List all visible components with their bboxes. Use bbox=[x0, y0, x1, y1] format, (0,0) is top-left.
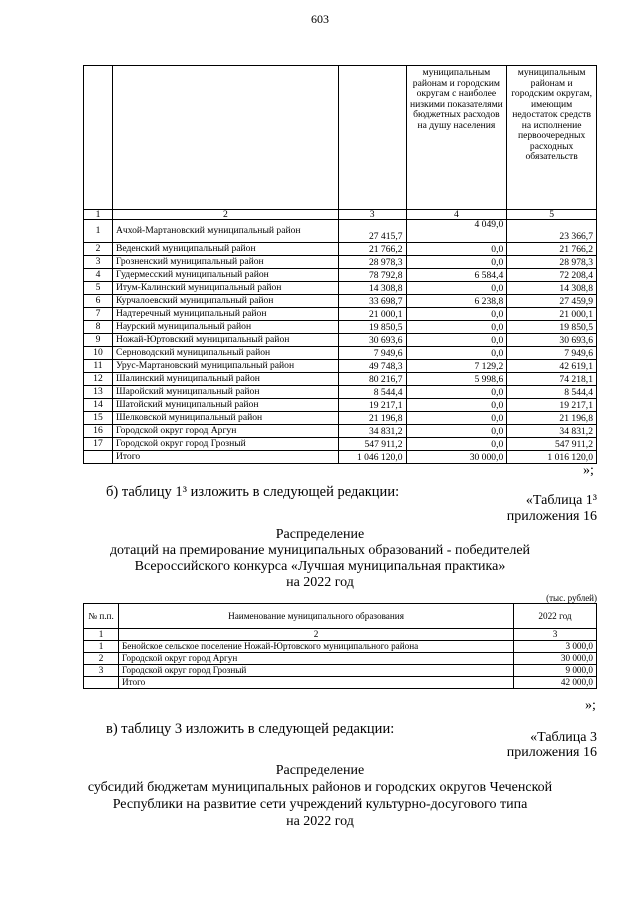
row-col5: 21 000,1 bbox=[507, 308, 597, 321]
row-col5: 34 831,2 bbox=[507, 425, 597, 438]
row-name: Шатойский муниципальный район bbox=[112, 399, 338, 412]
grants-header-name: Наименование муниципального образования bbox=[119, 604, 514, 629]
grants-row-number: 3 bbox=[84, 665, 119, 677]
row-col4: 0,0 bbox=[406, 438, 507, 451]
grants-header-row bbox=[84, 604, 597, 629]
row-number: 11 bbox=[84, 360, 113, 373]
row-col4: 4 049,0 bbox=[406, 220, 507, 243]
row-col5: 28 978,3 bbox=[507, 256, 597, 269]
row-name: Ачхой-Мартановский муниципальный район bbox=[112, 220, 338, 243]
row-col3: 19 217,1 bbox=[338, 399, 406, 412]
row-name: Надтеречный муниципальный район bbox=[112, 308, 338, 321]
row-col5: 8 544,4 bbox=[507, 386, 597, 399]
row-col5: 23 366,7 bbox=[507, 220, 597, 243]
total-label: Итого bbox=[112, 451, 338, 464]
row-name: Шелковской муниципальный район bbox=[112, 412, 338, 425]
row-number: 16 bbox=[84, 425, 113, 438]
table-row bbox=[84, 243, 597, 256]
grants-row-name: Городской округ город Аргун bbox=[119, 653, 514, 665]
row-number: 4 bbox=[84, 269, 113, 282]
table-row bbox=[84, 321, 597, 334]
row-col5: 21 196,8 bbox=[507, 412, 597, 425]
section-c-title3: Республики на развитие сети учреждений культурно-досугового типа bbox=[112, 797, 528, 812]
total-col5: 1 016 120,0 bbox=[507, 451, 597, 464]
row-number: 17 bbox=[84, 438, 113, 451]
row-number: 2 bbox=[84, 243, 113, 256]
row-col3: 21 000,1 bbox=[338, 308, 406, 321]
row-col4: 0,0 bbox=[406, 425, 507, 438]
row-col3: 78 792,8 bbox=[338, 269, 406, 282]
row-col4: 0,0 bbox=[406, 334, 507, 347]
row-number: 10 bbox=[84, 347, 113, 360]
row-col3: 14 308,8 bbox=[338, 282, 406, 295]
section-b-ref2: приложения 16 bbox=[506, 509, 597, 524]
row-name: Гудермесский муниципальный район bbox=[112, 269, 338, 282]
row-col4: 7 129,2 bbox=[406, 360, 507, 373]
row-number: 7 bbox=[84, 308, 113, 321]
units-label: (тыс. рублей) bbox=[546, 593, 597, 603]
grants-header-num: № п.п. bbox=[84, 604, 119, 629]
row-col3: 8 544,4 bbox=[338, 386, 406, 399]
grants-row bbox=[84, 665, 597, 677]
table-row bbox=[84, 412, 597, 425]
row-col5: 42 619,1 bbox=[507, 360, 597, 373]
section-c-ref2: приложения 16 bbox=[506, 745, 597, 760]
section-b-title3: Всероссийского конкурса «Лучшая муниципальная практика» bbox=[134, 559, 506, 574]
table-row bbox=[84, 256, 597, 269]
row-name: Шаройский муниципальный район bbox=[112, 386, 338, 399]
table-row bbox=[84, 269, 597, 282]
total-row bbox=[84, 451, 597, 464]
grants-row-name: Городской округ город Грозный bbox=[119, 665, 514, 677]
grants-row-number: 1 bbox=[84, 641, 119, 653]
table-row bbox=[84, 347, 597, 360]
row-number: 9 bbox=[84, 334, 113, 347]
row-col4: 0,0 bbox=[406, 308, 507, 321]
table-row bbox=[84, 438, 597, 451]
row-col3: 30 693,6 bbox=[338, 334, 406, 347]
grants-row bbox=[84, 641, 597, 653]
grants-row bbox=[84, 653, 597, 665]
row-col4: 0,0 bbox=[406, 386, 507, 399]
row-number: 3 bbox=[84, 256, 113, 269]
row-col5: 14 308,8 bbox=[507, 282, 597, 295]
header-col5: муниципальным районам и городским округам, имеющим недостаток средств на исполнение первоочередных расходных обязательств bbox=[507, 66, 597, 210]
row-name: Урус-Мартановский муниципальный район bbox=[112, 360, 338, 373]
row-number: 5 bbox=[84, 282, 113, 295]
grants-column-numbers-row: 1 2 3 bbox=[84, 629, 597, 641]
row-name: Городской округ город Аргун bbox=[112, 425, 338, 438]
section-b-closing: »; bbox=[585, 698, 596, 713]
table-row bbox=[84, 425, 597, 438]
row-col5: 7 949,6 bbox=[507, 347, 597, 360]
table-row bbox=[84, 360, 597, 373]
row-number: 6 bbox=[84, 295, 113, 308]
table-row bbox=[84, 373, 597, 386]
table-row bbox=[84, 220, 597, 243]
grants-row-name: Бенойское сельское поселение Ножай-Юртовского муниципального района bbox=[119, 641, 514, 653]
section-c-ref1: «Таблица 3 bbox=[530, 730, 597, 745]
row-number: 8 bbox=[84, 321, 113, 334]
row-col3: 34 831,2 bbox=[338, 425, 406, 438]
row-col4: 5 998,6 bbox=[406, 373, 507, 386]
grants-total-value: 42 000,0 bbox=[514, 677, 597, 689]
row-col3: 19 850,5 bbox=[338, 321, 406, 334]
table-row bbox=[84, 282, 597, 295]
row-col3: 49 748,3 bbox=[338, 360, 406, 373]
table-header-row bbox=[84, 66, 597, 210]
table-row bbox=[84, 295, 597, 308]
row-number: 13 bbox=[84, 386, 113, 399]
section-c-intro: в) таблицу 3 изложить в следующей редакции: bbox=[106, 721, 395, 737]
row-col3: 27 415,7 bbox=[338, 220, 406, 243]
row-col3: 547 911,2 bbox=[338, 438, 406, 451]
grants-header-year: 2022 год bbox=[514, 604, 597, 629]
section-c-title2: субсидий бюджетам муниципальных районов и городских округов Чеченской bbox=[87, 780, 553, 795]
row-col4: 6 584,4 bbox=[406, 269, 507, 282]
grants-total-label: Итого bbox=[119, 677, 514, 689]
table1-closing: »; bbox=[583, 463, 594, 478]
section-b-title1: Распределение bbox=[275, 527, 365, 542]
grants-total-row bbox=[84, 677, 597, 689]
row-name: Городской округ город Грозный bbox=[112, 438, 338, 451]
row-col4: 0,0 bbox=[406, 399, 507, 412]
row-name: Серноводский муниципальный район bbox=[112, 347, 338, 360]
row-col5: 19 217,1 bbox=[507, 399, 597, 412]
row-col5: 30 693,6 bbox=[507, 334, 597, 347]
row-col4: 0,0 bbox=[406, 282, 507, 295]
row-number: 12 bbox=[84, 373, 113, 386]
grants-table bbox=[83, 603, 597, 689]
row-number: 15 bbox=[84, 412, 113, 425]
row-col5: 27 459,9 bbox=[507, 295, 597, 308]
row-name: Наурский муниципальный район bbox=[112, 321, 338, 334]
table-row bbox=[84, 334, 597, 347]
section-c-title1: Распределение bbox=[275, 763, 365, 778]
section-b-title2: дотаций на премирование муниципальных образований - победителей bbox=[109, 543, 531, 558]
row-col4: 0,0 bbox=[406, 347, 507, 360]
row-col3: 80 216,7 bbox=[338, 373, 406, 386]
row-col5: 19 850,5 bbox=[507, 321, 597, 334]
table-row bbox=[84, 308, 597, 321]
row-col5: 74 218,1 bbox=[507, 373, 597, 386]
row-col4: 0,0 bbox=[406, 412, 507, 425]
row-col4: 0,0 bbox=[406, 321, 507, 334]
column-numbers-row: 1 2 3 4 5 bbox=[84, 210, 597, 220]
row-col3: 33 698,7 bbox=[338, 295, 406, 308]
row-col4: 0,0 bbox=[406, 243, 507, 256]
row-name: Курчалоевский муниципальный район bbox=[112, 295, 338, 308]
row-name: Грозненский муниципальный район bbox=[112, 256, 338, 269]
row-col5: 21 766,2 bbox=[507, 243, 597, 256]
total-col4: 30 000,0 bbox=[406, 451, 507, 464]
row-col3: 28 978,3 bbox=[338, 256, 406, 269]
row-name: Веденский муниципальный район bbox=[112, 243, 338, 256]
grants-row-value: 30 000,0 bbox=[514, 653, 597, 665]
table-row bbox=[84, 386, 597, 399]
row-col5: 72 208,4 bbox=[507, 269, 597, 282]
total-col3: 1 046 120,0 bbox=[338, 451, 406, 464]
row-col4: 0,0 bbox=[406, 256, 507, 269]
row-number: 1 bbox=[84, 220, 113, 243]
row-col3: 21 766,2 bbox=[338, 243, 406, 256]
grants-row-number: 2 bbox=[84, 653, 119, 665]
section-b-ref1: «Таблица 1³ bbox=[525, 493, 597, 508]
row-name: Итум-Калинский муниципальный район bbox=[112, 282, 338, 295]
table-row bbox=[84, 399, 597, 412]
row-name: Шалинский муниципальный район bbox=[112, 373, 338, 386]
section-b-title4: на 2022 год bbox=[286, 575, 354, 590]
row-col3: 21 196,8 bbox=[338, 412, 406, 425]
row-number: 14 bbox=[84, 399, 113, 412]
grants-row-value: 3 000,0 bbox=[514, 641, 597, 653]
row-col3: 7 949,6 bbox=[338, 347, 406, 360]
header-col4: муниципальным районам и городским округам с наиболее низкими показателями бюджетных расходов на душу населения bbox=[406, 66, 507, 210]
row-col5: 547 911,2 bbox=[507, 438, 597, 451]
grants-row-value: 9 000,0 bbox=[514, 665, 597, 677]
section-b-intro: б) таблицу 1³ изложить в следующей редакции: bbox=[106, 484, 400, 500]
row-name: Ножай-Юртовский муниципальный район bbox=[112, 334, 338, 347]
subsidy-table bbox=[83, 65, 597, 464]
section-c-title4: на 2022 год bbox=[286, 814, 354, 829]
row-col4: 6 238,8 bbox=[406, 295, 507, 308]
page-number: 603 bbox=[311, 12, 329, 26]
